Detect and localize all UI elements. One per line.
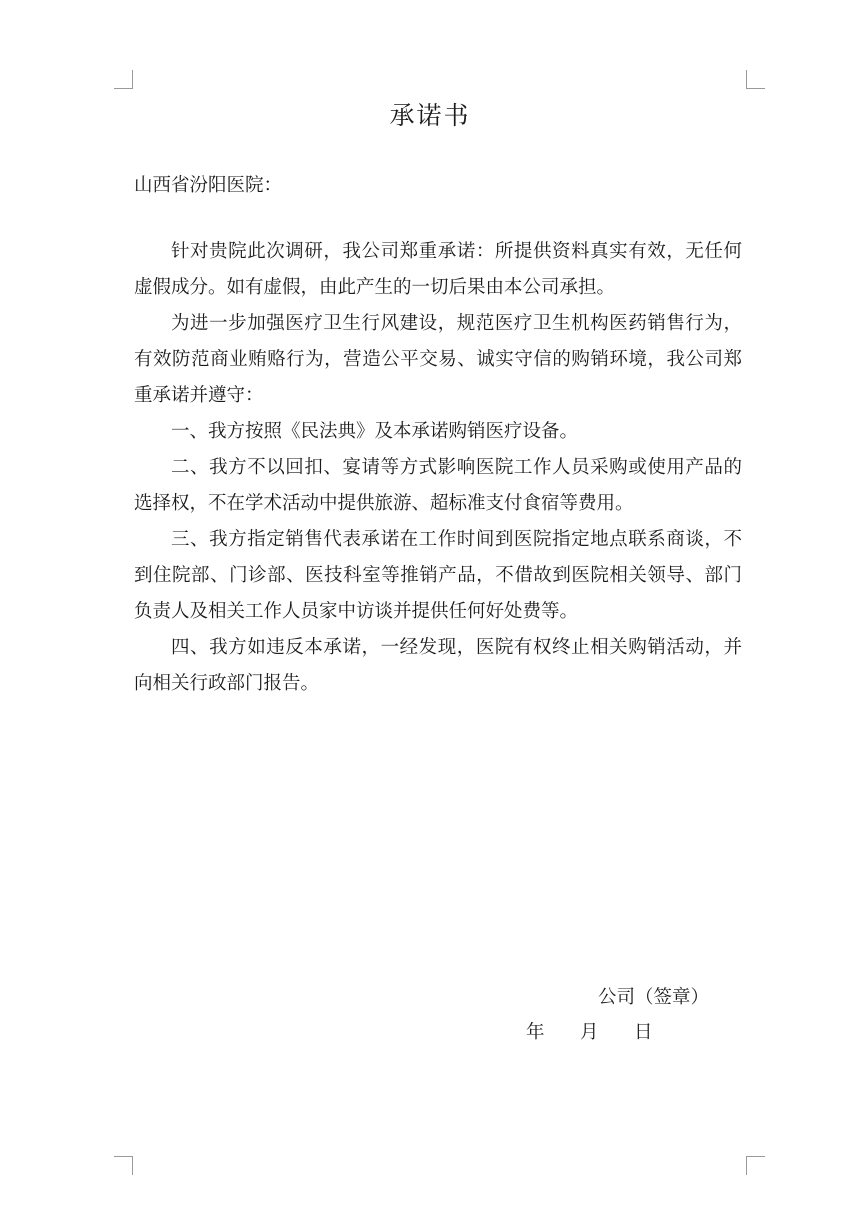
signature-company: 公司（签章） bbox=[598, 987, 710, 1008]
page-corner-mark-bottom-right bbox=[746, 1156, 765, 1175]
paragraph-item-3: 三、我方指定销售代表承诺在工作时间到医院指定地点联系商谈，不到住院部、门诊部、医技科室等推销产品，不借故到医院相关领导、部门负责人及相关工作人员家中访谈并提供任何好处费等。 bbox=[134, 529, 742, 622]
paragraph-item-1: 一、我方按照《民法典》及本承诺购销医疗设备。 bbox=[171, 421, 579, 442]
page-corner-mark-top-left bbox=[114, 70, 133, 89]
date-day-label: 日 bbox=[634, 1022, 653, 1043]
paragraph-item-4: 四、我方如违反本承诺，一经发现，医院有权终止相关购销活动，并向相关行政部门报告。 bbox=[134, 637, 742, 694]
paragraph-item-2: 二、我方不以回扣、宴请等方式影响医院工作人员采购或使用产品的选择权，不在学术活动中提供旅游、超标准支付食宿等费用。 bbox=[134, 457, 742, 514]
date-year-label: 年 bbox=[526, 1022, 545, 1043]
paragraph-commitment-intro: 为进一步加强医疗卫生行风建设，规范医疗卫生机构医药销售行为，有效防范商业贿赂行为，营造公平交易、诚实守信的购销环境，我公司郑重承诺并遵守： bbox=[134, 313, 742, 406]
document-title: 承诺书 bbox=[389, 101, 471, 130]
paragraph-commitment-truth: 针对贵院此次调研，我公司郑重承诺：所提供资料真实有效，无任何虚假成分。如有虚假，由此产生的一切后果由本公司承担。 bbox=[134, 241, 742, 298]
date-month-label: 月 bbox=[580, 1022, 599, 1043]
salutation: 山西省汾阳医院： bbox=[134, 175, 283, 196]
signature-date bbox=[526, 1018, 653, 1044]
document-body bbox=[134, 234, 742, 702]
page-corner-mark-top-right bbox=[746, 70, 765, 89]
page-corner-mark-bottom-left bbox=[114, 1156, 133, 1175]
